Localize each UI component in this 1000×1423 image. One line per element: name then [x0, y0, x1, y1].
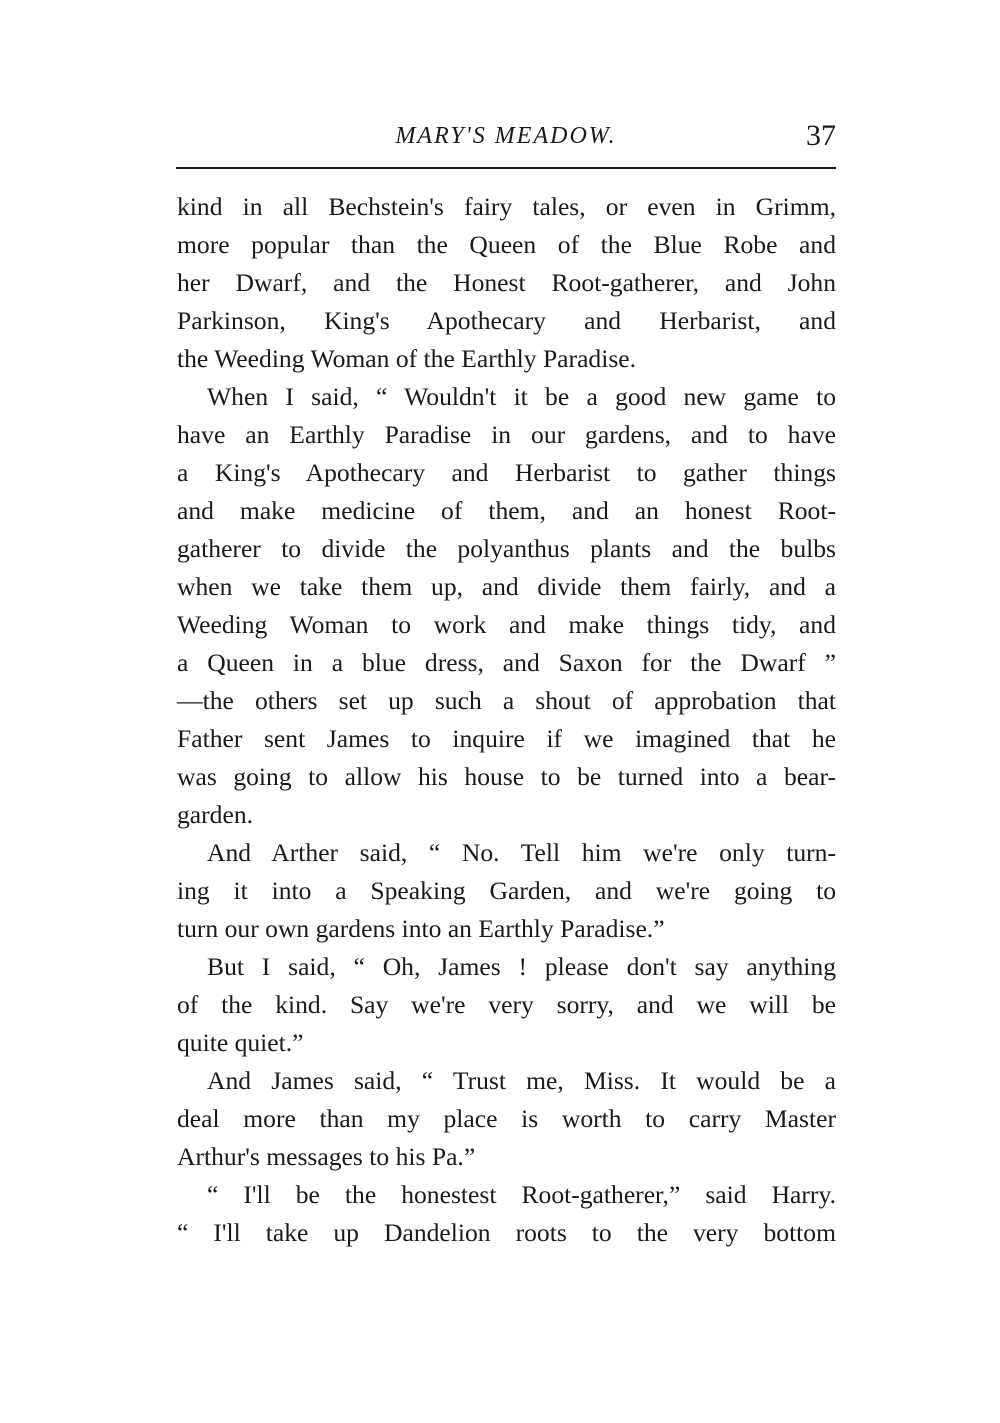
- text-line: turn our own gardens into an Earthly Paradise.”: [177, 914, 665, 943]
- text-line: —the others set up such a shout of approbation that: [177, 686, 836, 715]
- running-head: [176, 118, 836, 158]
- text-line: Parkinson, King's Apothecary and Herbarist, and: [177, 306, 836, 335]
- body-text: [177, 188, 836, 1252]
- page-number: 37: [806, 119, 836, 152]
- text-line: Father sent James to inquire if we imagined that he: [177, 724, 836, 753]
- text-line: And James said, “ Trust me, Miss. It would be a: [207, 1066, 836, 1095]
- text-line: Weeding Woman to work and make things tidy, and: [177, 610, 836, 639]
- text-line: kind in all Bechstein's fairy tales, or even in Grimm,: [177, 192, 836, 221]
- text-line: “ I'll take up Dandelion roots to the very bottom: [177, 1218, 836, 1247]
- text-line: have an Earthly Paradise in our gardens, and to have: [177, 420, 836, 449]
- text-line: Arthur's messages to his Pa.”: [177, 1142, 476, 1171]
- text-line: the Weeding Woman of the Earthly Paradise.: [177, 344, 637, 373]
- text-line: “ I'll be the honestest Root-gatherer,” said Harry.: [207, 1180, 836, 1209]
- text-line: garden.: [177, 800, 254, 829]
- text-line: But I said, “ Oh, James ! please don't say anything: [207, 952, 836, 981]
- text-line: a King's Apothecary and Herbarist to gather things: [177, 458, 836, 487]
- text-line: was going to allow his house to be turned into a bear-: [177, 762, 836, 791]
- running-title: MARY'S MEADOW.: [395, 123, 617, 149]
- text-line: When I said, “ Wouldn't it be a good new game to: [207, 382, 836, 411]
- text-line: And Arther said, “ No. Tell him we're only turn-: [207, 838, 836, 867]
- text-line: deal more than my place is worth to carry Master: [177, 1104, 836, 1133]
- text-line: when we take them up, and divide them fairly, and a: [177, 572, 836, 601]
- text-line: ing it into a Speaking Garden, and we're going to: [177, 876, 836, 905]
- text-line: quite quiet.”: [177, 1028, 304, 1057]
- text-line: more popular than the Queen of the Blue Robe and: [177, 230, 836, 259]
- header-rule: [176, 167, 836, 169]
- text-line: gatherer to divide the polyanthus plants and the bulbs: [177, 534, 836, 563]
- text-line: of the kind. Say we're very sorry, and we will be: [177, 990, 836, 1019]
- text-line: a Queen in a blue dress, and Saxon for the Dwarf ”: [177, 648, 836, 677]
- text-line: her Dwarf, and the Honest Root-gatherer, and John: [177, 268, 836, 297]
- text-line: and make medicine of them, and an honest Root-: [177, 496, 836, 525]
